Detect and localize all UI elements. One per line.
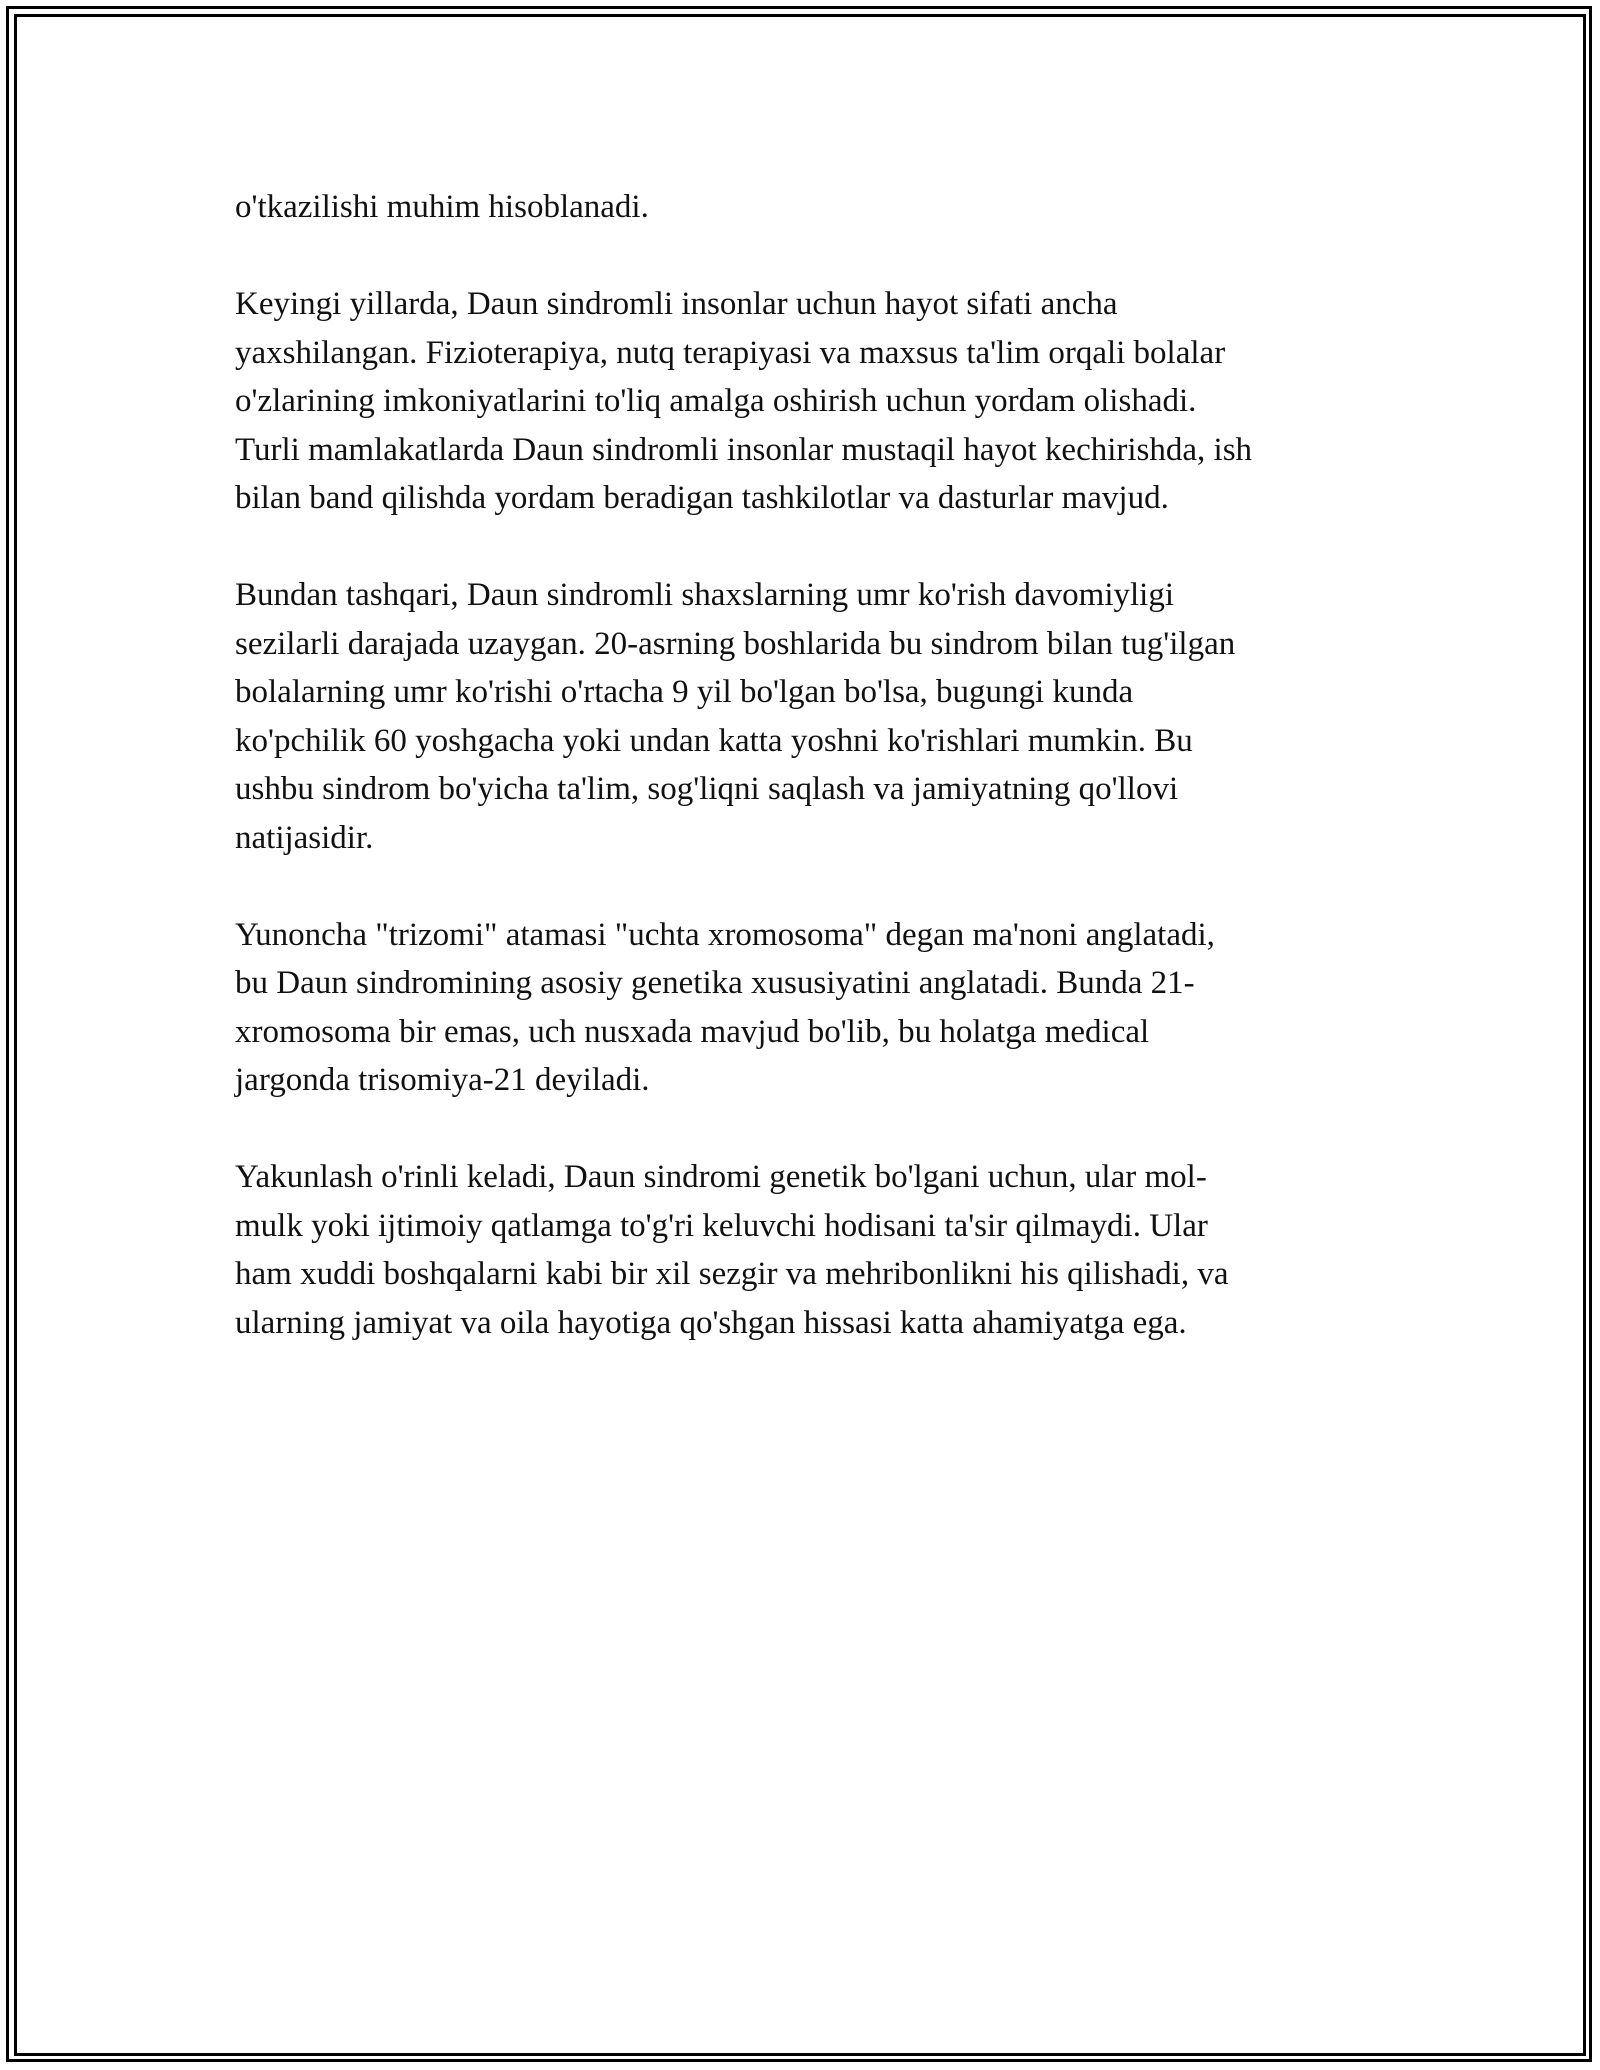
text-line: bilan band qilishda yordam beradigan tashkilotlar va dasturlar mavjud. xyxy=(235,480,1169,516)
text-line: natijasidir. xyxy=(235,819,374,856)
paragraph-5 xyxy=(235,1153,1375,1347)
text-line: ushbu sindrom bo'yicha ta'lim, sog'liqni saqlash va jamiyatning qo'llovi xyxy=(235,771,1179,807)
text-line: xromosoma bir emas, uch nusxada mavjud bo'lib, bu holatga medical xyxy=(235,1013,1150,1050)
text-line: Yakunlash o'rinli keladi, Daun sindromi genetik bo'lgani uchun, ular mol- xyxy=(235,1159,1207,1195)
text-line: Keyingi yillarda, Daun sindromli insonlar uchun hayot sifati ancha xyxy=(235,286,1118,322)
text-line: sezilarli darajada uzaygan. 20-asrning boshlarida bu sindrom bilan tug'ilgan xyxy=(235,625,1236,662)
text-line: ham xuddi boshqalarni kabi bir xil sezgir va mehribonlikni his qilishadi, va xyxy=(235,1256,1229,1292)
text-line: o'zlarining imkoniyatlarini to'liq amalga oshirish uchun yordam olishadi. xyxy=(235,383,1197,419)
text-line: bolalarning umr ko'rishi o'rtacha 9 yil bo'lgan bo'lsa, bugungi kunda xyxy=(235,674,1134,710)
paragraph-2 xyxy=(235,280,1375,523)
text-line: o'tkazilishi muhim hisoblanadi. xyxy=(235,189,649,225)
text-line: Yunoncha "trizomi" atamasi "uchta xromosoma" degan ma'noni anglatadi, xyxy=(235,916,1215,953)
text-line: Turli mamlakatlarda Daun sindromli insonlar mustaqil hayot kechirishda, ish xyxy=(235,431,1253,468)
text-line: ularning jamiyat va oila hayotiga qo'shgan hissasi katta ahamiyatga ega. xyxy=(235,1304,1187,1341)
text-line: yaxshilangan. Fizioterapiya, nutq terapiyasi va maxsus ta'lim orqali bolalar xyxy=(235,334,1226,371)
paragraph-1 xyxy=(235,183,1375,232)
paragraph-4 xyxy=(235,911,1375,1105)
text-line: mulk yoki ijtimoiy qatlamga to'g'ri keluvchi hodisani ta'sir qilmaydi. Ular xyxy=(235,1207,1208,1244)
document-body xyxy=(235,183,1375,1396)
paragraph-3 xyxy=(235,571,1375,862)
text-line: bu Daun sindromining asosiy genetika xususiyatini anglatadi. Bunda 21- xyxy=(235,965,1195,1001)
text-line: ko'pchilik 60 yoshgacha yoki undan katta yoshni ko'rishlari mumkin. Bu xyxy=(235,722,1193,759)
text-line: Bundan tashqari, Daun sindromli shaxslarning umr ko'rish davomiyligi xyxy=(235,577,1175,613)
text-line: jargonda trisomiya-21 deyiladi. xyxy=(235,1062,650,1098)
